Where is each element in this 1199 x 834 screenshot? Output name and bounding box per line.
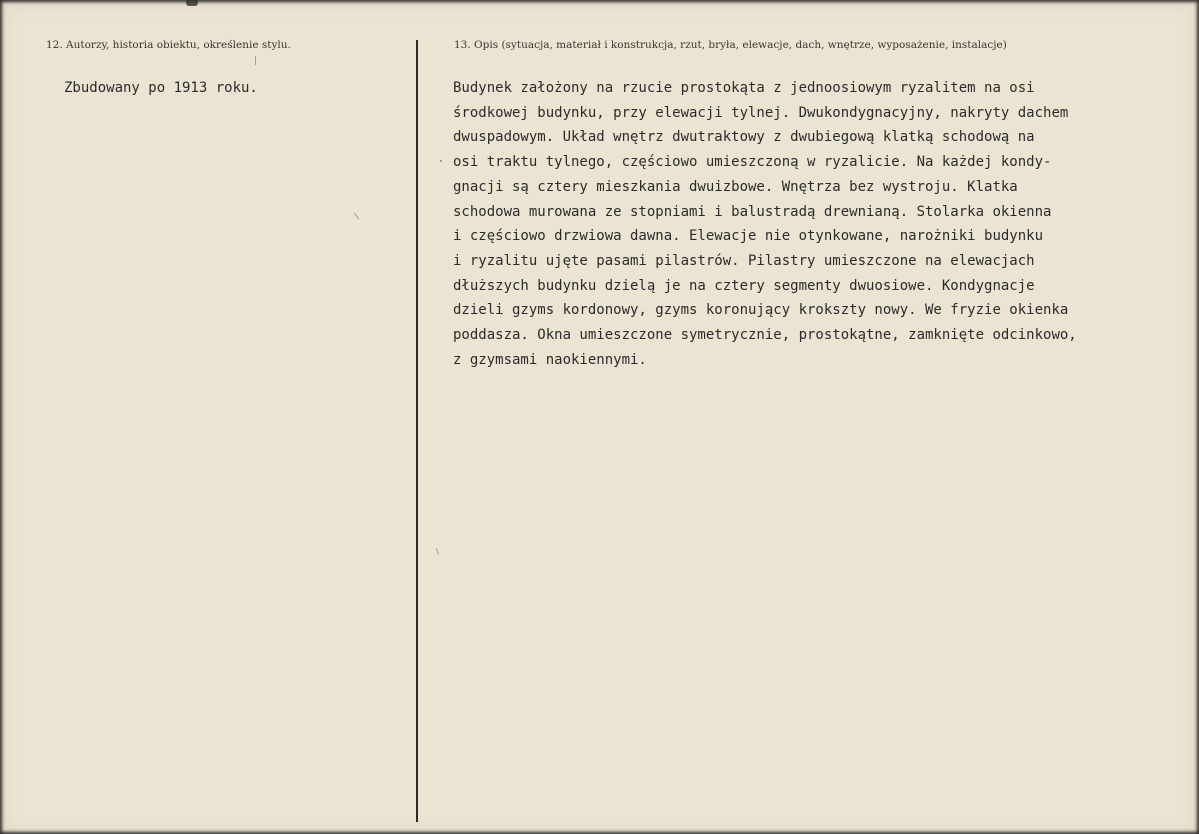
paper-speck bbox=[354, 212, 359, 219]
description-line: dzieli gzyms kordonowy, gzyms koronujący krokszty nowy. We fryzie okienka bbox=[453, 302, 1069, 319]
description-line: z gzymsami naokiennymi. bbox=[453, 351, 647, 368]
section-13-text bbox=[453, 76, 1077, 372]
description-line: gnacji są cztery mieszkania dwuizbowe. Wnętrza bez wystroju. Klatka bbox=[453, 178, 1018, 195]
description-line: dwuspadowym. Układ wnętrz dwutraktowy z dwubiegową klatką schodową na bbox=[453, 129, 1035, 146]
description-line: osi traktu tylnego, częściowo umieszczoną w ryzalicie. Na każdej kondy- bbox=[453, 154, 1052, 171]
section-12-caption: 12. Autorzy, historia obiektu, określenie stylu. bbox=[46, 39, 291, 51]
description-line: poddasza. Okna umieszczone symetrycznie, prostokątne, zamknięte odcinkowo, bbox=[453, 327, 1077, 344]
description-line: środkowej budynku, przy elewacji tylnej. Dwukondygnacyjny, nakryty dachem bbox=[453, 104, 1069, 121]
description-line: i częściowo drzwiowa dawna. Elewacje nie otynkowane, narożniki budynku bbox=[453, 228, 1044, 245]
description-line: dłuższych budynku dzielą je na cztery segmenty dwuosiowe. Kondygnacje bbox=[453, 277, 1035, 294]
paper-speck bbox=[440, 160, 442, 162]
page-tab-mark bbox=[186, 0, 198, 6]
column-divider bbox=[416, 40, 418, 822]
description-line: schodowa murowana ze stopniami i balustradą drewnianą. Stolarka okienna bbox=[453, 203, 1052, 220]
description-line: Budynek założony na rzucie prostokąta z jednoosiowym ryzalitem na osi bbox=[453, 80, 1035, 96]
section-12-text: Zbudowany po 1913 roku. bbox=[64, 80, 258, 96]
section-13-caption: 13. Opis (sytuacja, materiał i konstrukcja, rzut, bryła, elewacje, dach, wnętrze, wyposażenie, instalacje) bbox=[454, 39, 1007, 51]
paper-speck bbox=[436, 548, 439, 555]
description-line: i ryzalitu ujęte pasami pilastrów. Pilastry umieszczone na elewacjach bbox=[453, 252, 1035, 269]
paper-speck bbox=[255, 56, 256, 65]
